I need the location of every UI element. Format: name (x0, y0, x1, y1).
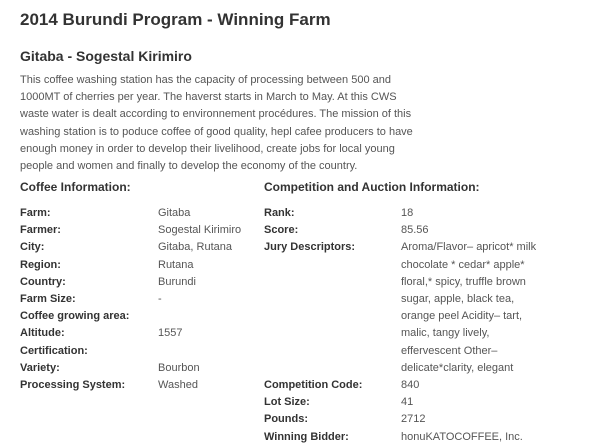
coffee-row-variety (20, 360, 250, 377)
competition-row-rank (264, 205, 564, 222)
coffee-label: Farm Size: (20, 293, 76, 306)
coffee-value: - (158, 293, 162, 306)
coffee-label: City: (20, 241, 45, 254)
coffee-label: Certification: (20, 344, 88, 357)
competition-value: 2712 (401, 413, 426, 426)
coffee-label: Processing System: (20, 379, 126, 392)
competition-row-pounds (264, 411, 564, 428)
competition-row-winning-bidder (264, 429, 564, 446)
coffee-label: Farm: (20, 207, 51, 219)
coffee-label: Coffee growing area: (20, 310, 130, 323)
coffee-label: Farmer: (20, 224, 61, 237)
coffee-value: Bourbon (158, 361, 200, 374)
station-title: Gitaba - Sogestal Kirimiro (20, 48, 192, 64)
competition-row-competition-code (264, 377, 564, 394)
coffee-row-processing-system (20, 377, 250, 394)
competition-label: Lot Size: (264, 396, 310, 409)
coffee-value: Rutana (158, 258, 194, 271)
coffee-row-certification (20, 343, 250, 360)
competition-label: Rank: (264, 207, 295, 219)
competition-row-score (264, 222, 564, 239)
competition-row-lot-size (264, 394, 564, 411)
coffee-value: Burundi (158, 275, 196, 288)
competition-value: Aroma/Flavor– apricot* milk chocolate * cedar* apple* floral,* spicy, truffle brown sugar, apple, black tea, orange peel Acidity– tart, malic, tangy lively, effervescent Other– delicate*clarity, elegant (401, 241, 537, 374)
coffee-value: Gitaba, Rutana (158, 241, 232, 254)
competition-row-jury-descriptors (264, 239, 564, 377)
coffee-row-farm (20, 205, 250, 222)
coffee-value: Sogestal Kirimiro (158, 224, 242, 237)
coffee-label: Region: (20, 258, 61, 271)
coffee-value: Washed (158, 379, 198, 392)
coffee-value: 1557 (158, 327, 183, 340)
coffee-label: Variety: (20, 361, 60, 374)
coffee-row-farmer (20, 222, 250, 239)
coffee-row-growing-area (20, 308, 250, 325)
competition-value: honuKATOCOFFEE, Inc. (401, 430, 523, 443)
competition-information-table (264, 205, 564, 446)
competition-label: Score: (264, 224, 299, 237)
competition-label: Winning Bidder: (264, 430, 349, 443)
coffee-value: Gitaba (158, 207, 191, 219)
competition-label: Pounds: (264, 413, 308, 426)
coffee-row-city (20, 239, 250, 256)
competition-value: 41 (401, 396, 414, 409)
competition-label: Jury Descriptors: (264, 241, 356, 254)
competition-value: 85.56 (401, 224, 429, 237)
coffee-label: Country: (20, 275, 66, 288)
coffee-row-region (20, 257, 250, 274)
station-description: This coffee washing station has the capacity of processing between 500 and 1000MT of cherries per year. The haverst starts in March to May. At this CWS waste water is dealt according to environnement procédures. The mission of this washing station is to poduce coffee of good quality, hepl cafee producers to have enough money in order to develop their livelihood, create jobs for local young people and women and finally to develop the economy of the country. (20, 74, 413, 173)
coffee-information-heading: Coffee Information: (20, 180, 131, 194)
competition-label: Competition Code: (264, 379, 363, 392)
competition-value: 840 (401, 379, 420, 392)
page-title: 2014 Burundi Program - Winning Farm (20, 10, 331, 29)
coffee-row-farm-size (20, 291, 250, 308)
competition-value: 18 (401, 207, 414, 219)
coffee-row-altitude (20, 325, 250, 342)
coffee-information-table (20, 205, 250, 394)
coffee-row-country (20, 274, 250, 291)
competition-information-heading: Competition and Auction Information: (264, 180, 480, 194)
coffee-label: Altitude: (20, 327, 65, 340)
